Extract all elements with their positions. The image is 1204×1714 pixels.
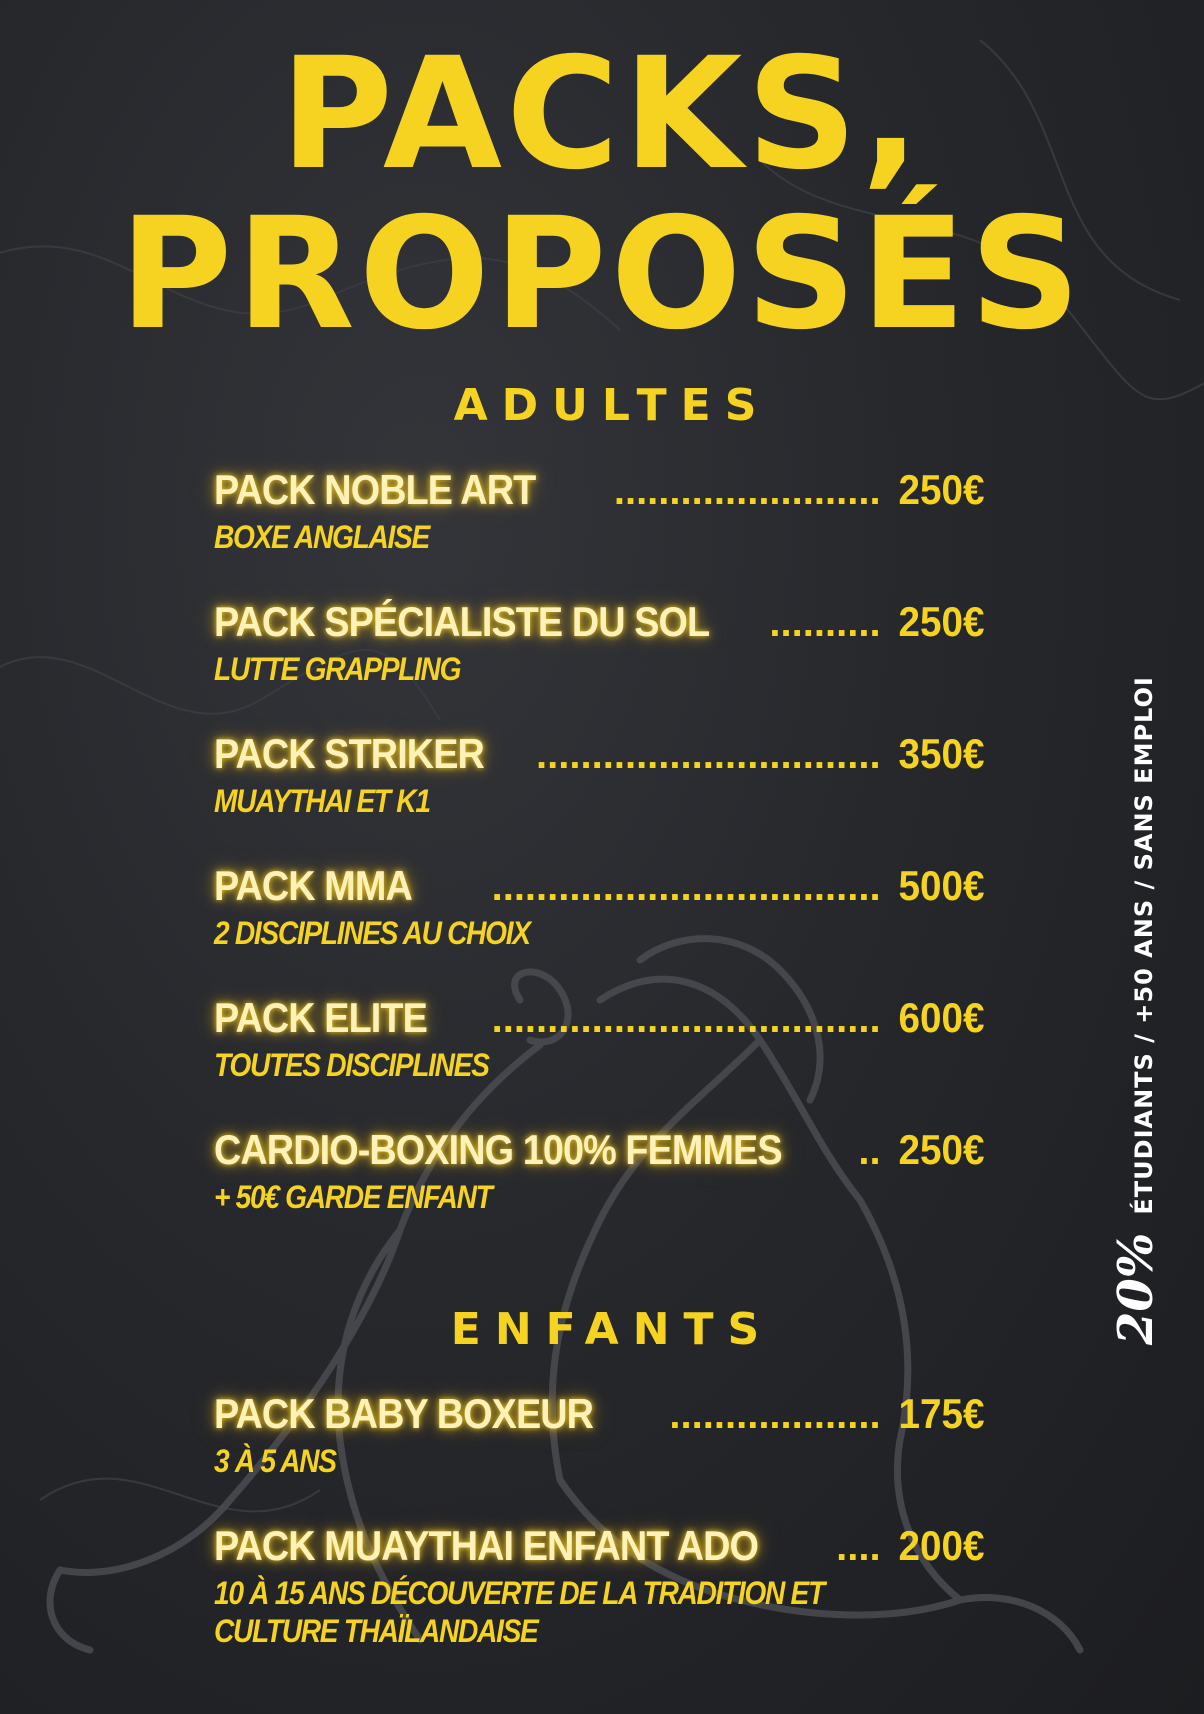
discount-banner (1108, 676, 1164, 1345)
discount-text: ÉTUDIANTS / +50 ANS / SANS EMPLOI (1130, 676, 1158, 1215)
pack-name: PACK BABY BOXEUR (214, 1390, 594, 1437)
pack-subtitle: TOUTES DISCIPLINES (214, 1047, 489, 1083)
leader-dots: ............................... (536, 733, 881, 777)
leader-dots: ................... (669, 1393, 881, 1437)
pack-subtitle-line2: CULTURE THAÏLANDAISE (214, 1613, 538, 1649)
pack-subtitle: BOXE ANGLAISE (214, 519, 429, 555)
pack-name: PACK NOBLE ART (214, 466, 536, 513)
leader-dots: ................................... (491, 865, 881, 909)
pack-item (214, 1522, 984, 1650)
pack-item (214, 466, 984, 556)
pack-price: 500€ (898, 862, 984, 909)
pack-price: 250€ (898, 466, 984, 513)
pack-name: PACK STRIKER (214, 730, 484, 777)
leader-dots: .... (836, 1525, 881, 1569)
pack-price: 200€ (898, 1522, 984, 1569)
pack-item (214, 1390, 984, 1480)
pack-price: 175€ (898, 1390, 984, 1437)
section-heading-enfants: ENFANTS (450, 1304, 774, 1355)
pack-subtitle: 3 À 5 ANS (214, 1443, 336, 1479)
pack-price: 250€ (898, 598, 984, 645)
pack-item (214, 994, 984, 1084)
pack-name: PACK ELITE (214, 994, 427, 1041)
pack-subtitle: 10 À 15 ANS DÉCOUVERTE DE LA TRADITION ET (214, 1575, 824, 1611)
leader-dots: .......... (769, 601, 881, 645)
leader-dots: ................................... (491, 997, 881, 1041)
pack-item (214, 730, 984, 820)
pack-price: 600€ (898, 994, 984, 1041)
section-heading-adultes: ADULTES (453, 380, 771, 431)
pack-subtitle: 2 DISCIPLINES AU CHOIX (214, 915, 530, 951)
page-title-line2: PROPOSÉS (119, 185, 1085, 364)
pack-name: CARDIO-BOXING 100% FEMMES (214, 1126, 782, 1173)
discount-percent: 20% (1108, 1232, 1164, 1345)
pack-name: PACK SPÉCIALISTE DU SOL (214, 598, 710, 645)
pack-subtitle: MUAYTHAI ET K1 (214, 783, 430, 819)
pack-subtitle: + 50€ GARDE ENFANT (214, 1179, 492, 1215)
pack-item (214, 598, 984, 688)
pack-name: PACK MMA (214, 862, 412, 909)
pack-item (214, 1126, 984, 1216)
leader-dots: ........................ (613, 469, 881, 513)
pack-subtitle: LUTTE GRAPPLING (214, 651, 461, 687)
pack-item (214, 862, 984, 952)
leader-dots: .. (858, 1129, 881, 1173)
pack-name: PACK MUAYTHAI ENFANT ADO (214, 1522, 759, 1569)
page-title-line1: PACKS, (280, 25, 924, 204)
pack-price: 250€ (898, 1126, 984, 1173)
pack-price: 350€ (898, 730, 984, 777)
